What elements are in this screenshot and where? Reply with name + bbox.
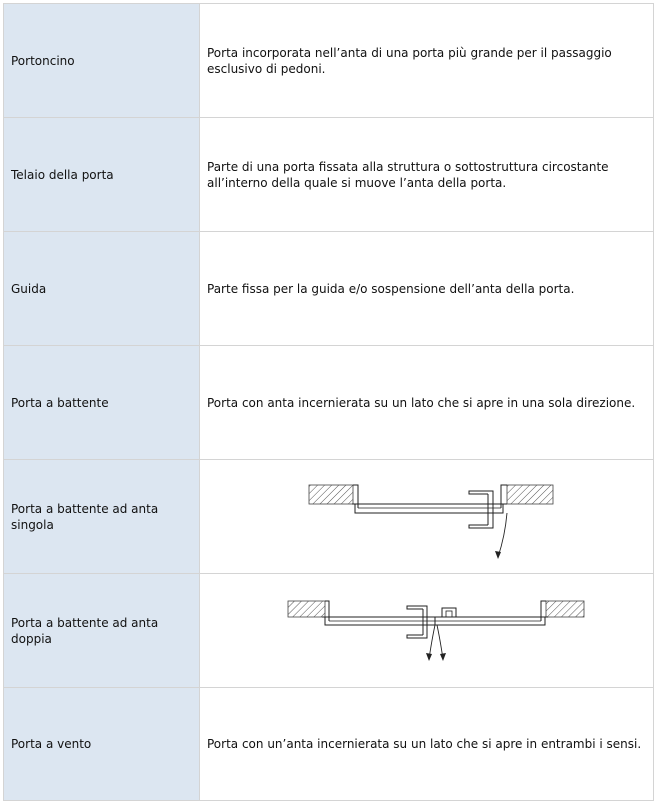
table-row — [4, 232, 654, 346]
figure-cell — [200, 574, 654, 688]
definition-cell: Parte di una porta fissata alla struttura o sottostruttura circostante all’interno della quale si muove l’anta della porta. — [200, 118, 654, 232]
term-cell: Guida — [4, 232, 200, 346]
table-row — [4, 118, 654, 232]
table-row — [4, 460, 654, 574]
glossary-table — [3, 3, 654, 801]
term-cell: Telaio della porta — [4, 118, 200, 232]
term-cell: Porta a vento — [4, 688, 200, 801]
definition-cell: Porta con un’anta incernierata su un lato che si apre in entrambi i sensi. — [200, 688, 654, 801]
table-row — [4, 346, 654, 460]
term-cell: Porta a battente ad anta doppia — [4, 574, 200, 688]
double-leaf-hinged-door-diagram — [207, 575, 657, 687]
term-cell: Portoncino — [4, 4, 200, 118]
figure-cell — [200, 460, 654, 574]
definition-cell: Parte fissa per la guida e/o sospensione dell’anta della porta. — [200, 232, 654, 346]
term-cell: Porta a battente — [4, 346, 200, 460]
definition-cell: Porta incorporata nell’anta di una porta più grande per il passaggio esclusivo di pedoni. — [200, 4, 654, 118]
term-cell: Porta a battente ad anta singola — [4, 460, 200, 574]
table-row — [4, 574, 654, 688]
single-leaf-hinged-door-diagram — [207, 461, 657, 573]
definition-cell: Porta con anta incernierata su un lato che si apre in una sola direzione. — [200, 346, 654, 460]
table-row — [4, 4, 654, 118]
table-row — [4, 688, 654, 801]
